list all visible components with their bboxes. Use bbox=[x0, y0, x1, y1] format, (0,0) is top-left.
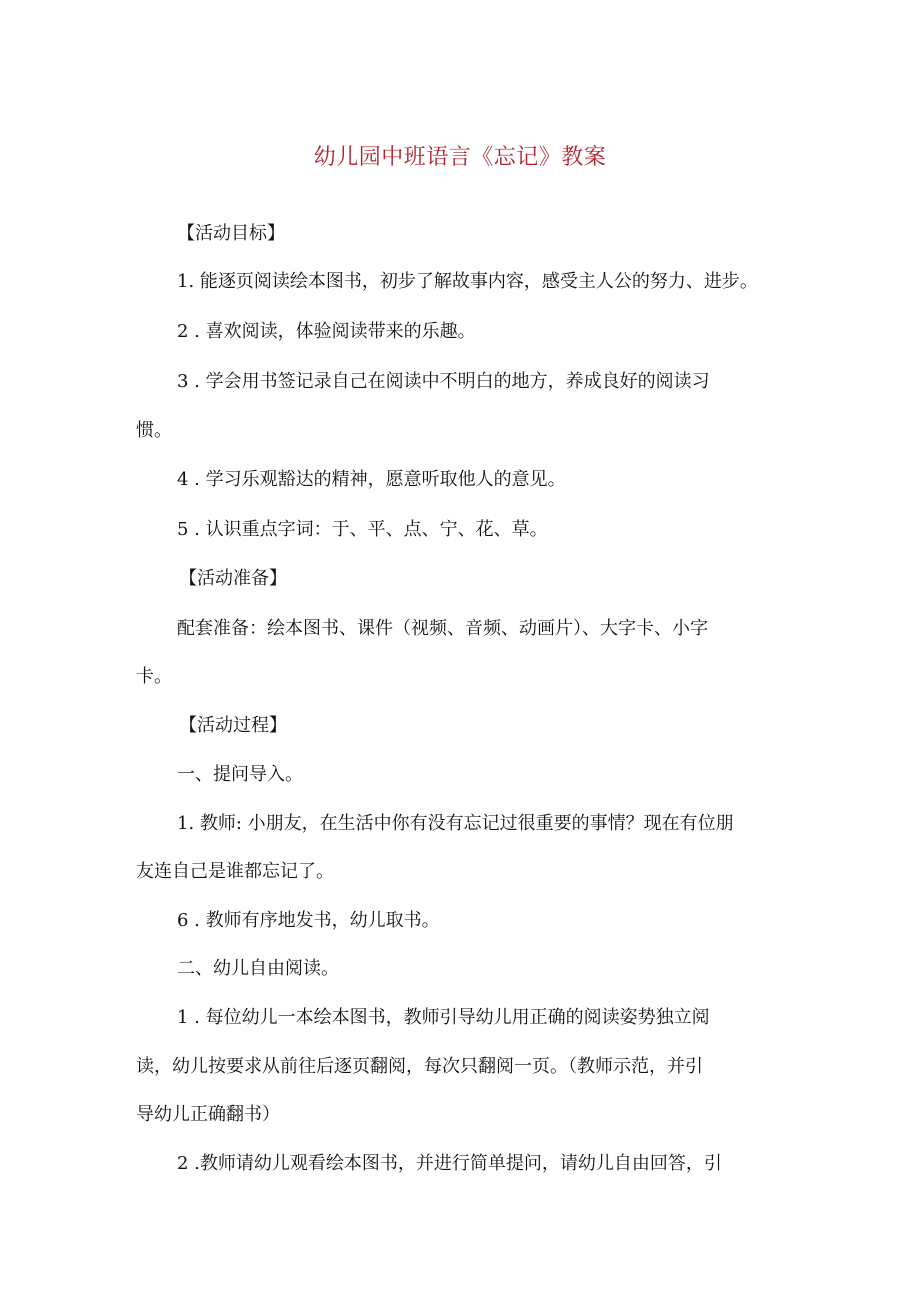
section-heading-preparation: 【活动准备】 bbox=[179, 568, 287, 589]
paragraph-line: 5 . 认识重点字词：于、平、点、宁、花、草。 bbox=[177, 519, 548, 540]
paragraph-line: 惯。 bbox=[136, 420, 172, 441]
paragraph-line: 读，幼儿按要求从前往后逐页翻阅，每次只翻阅一页。（教师示范，并引 bbox=[136, 1056, 703, 1077]
paragraph-line: 1. 能逐页阅读绘本图书，初步了解故事内容，感受主人公的努力、进步。 bbox=[177, 271, 758, 292]
section-heading-goals: 【活动目标】 bbox=[177, 223, 285, 244]
paragraph-line: 二、幼儿自由阅读。 bbox=[177, 958, 339, 979]
paragraph-line: 2 .教师请幼儿观看绘本图书，并进行简单提问，请幼儿自由回答，引 bbox=[177, 1153, 722, 1174]
paragraph-line: 配套准备：绘本图书、课件（视频、音频、动画片）、大字卡、小字 bbox=[177, 618, 708, 639]
paragraph-line: 2 . 喜欢阅读，体验阅读带来的乐趣。 bbox=[177, 321, 476, 342]
paragraph-line: 友连自己是谁都忘记了。 bbox=[136, 861, 334, 882]
paragraph-line: 1. 教师: 小朋友，在生活中你有没有忘记过很重要的事情？现在有位朋 bbox=[177, 813, 734, 834]
document-title: 幼儿园中班语言《忘记》教案 bbox=[313, 145, 607, 170]
paragraph-line: 6 . 教师有序地发书，幼儿取书。 bbox=[177, 910, 440, 931]
paragraph-line: 1 . 每位幼儿一本绘本图书，教师引导幼儿用正确的阅读姿势独立阅 bbox=[177, 1007, 710, 1028]
paragraph-line: 一、提问导入。 bbox=[177, 764, 303, 785]
paragraph-line: 4 . 学习乐观豁达的精神，愿意听取他人的意见。 bbox=[177, 469, 566, 490]
paragraph-line: 3 . 学会用书签记录自己在阅读中不明白的地方，养成良好的阅读习 bbox=[177, 371, 710, 392]
paragraph-line: 导幼儿正确翻书） bbox=[136, 1104, 280, 1125]
section-heading-process: 【活动过程】 bbox=[179, 715, 287, 736]
paragraph-line: 卡。 bbox=[136, 666, 172, 687]
